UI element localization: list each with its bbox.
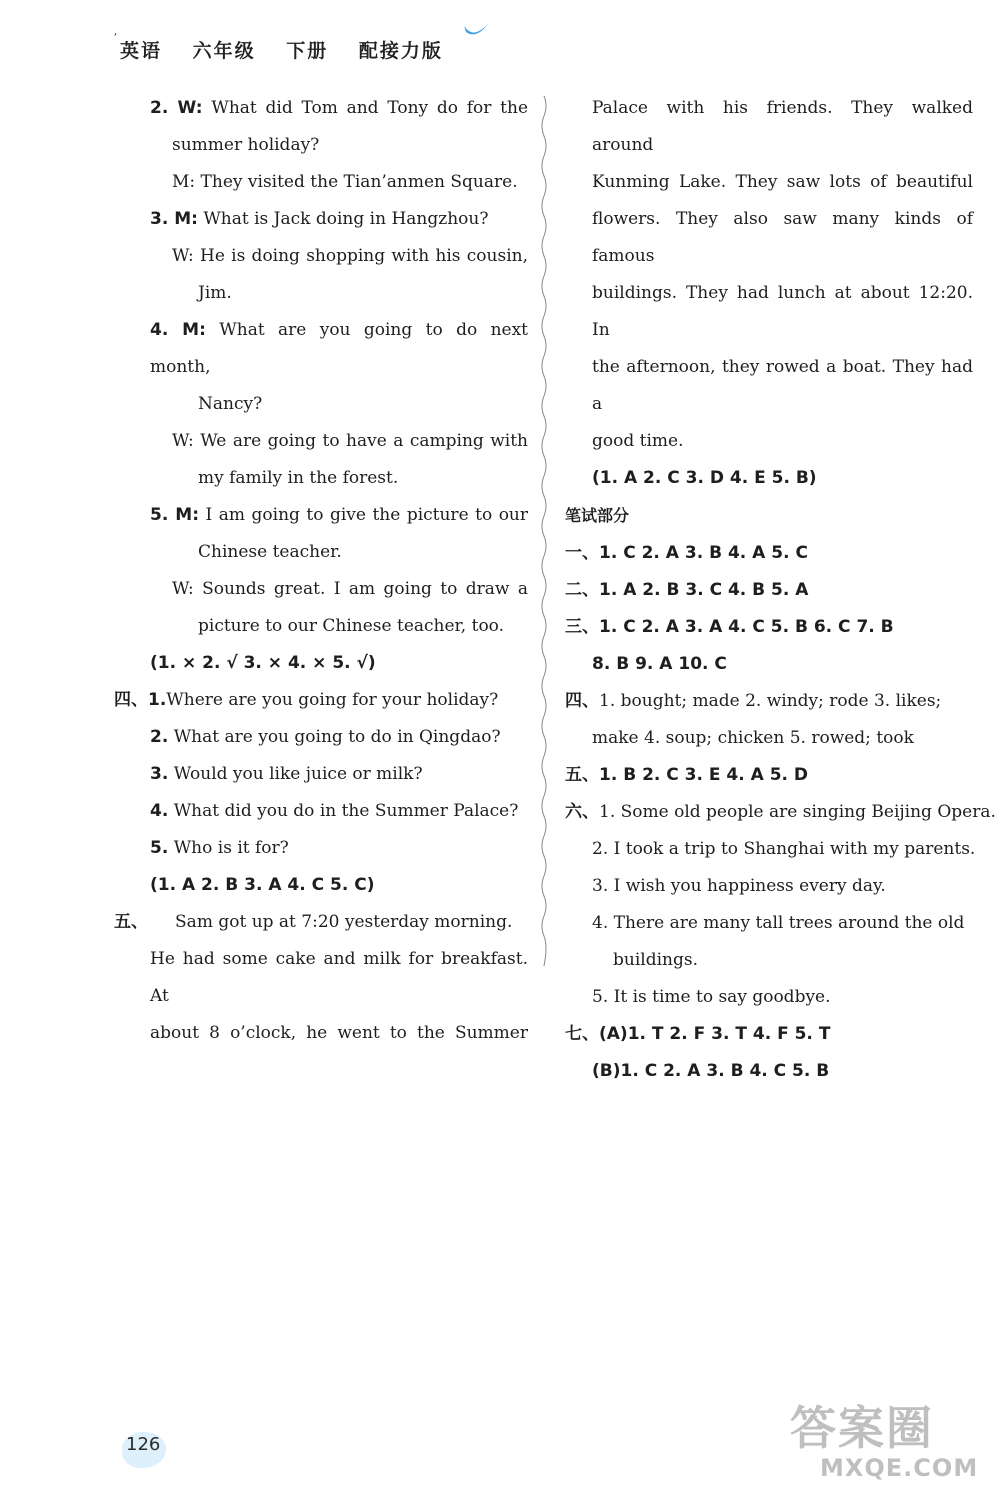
answer-line: W: We are going to have a camping with: [172, 431, 529, 451]
answer-line: 3. I wish you happiness every day.: [592, 876, 886, 896]
answer-line: Jim.: [198, 283, 232, 303]
answer-line: 2. W: What did Tom and Tony do for the: [150, 98, 529, 118]
answer-line: 4. What did you do in the Summer Palace?: [150, 801, 519, 821]
answer-line: Kunming Lake. They saw lots of beautiful: [592, 172, 973, 192]
answer-line: 5. It is time to say goodbye.: [592, 987, 831, 1007]
answer-line: the afternoon, they rowed a boat. They had a: [592, 357, 973, 414]
answer-line: 二、1. A 2. B 3. C 4. B 5. A: [565, 580, 809, 600]
answer-line: 8. B 9. A 10. C: [592, 654, 727, 674]
answer-line: 5. Who is it for?: [150, 838, 289, 858]
answer-line: M: They visited the Tian’anmen Square.: [172, 172, 518, 192]
answer-line: 3. M: What is Jack doing in Hangzhou?: [150, 209, 489, 229]
section-heading: 笔试部分: [565, 506, 630, 525]
answer-line: 四、1. bought; made 2. windy; rode 3. likes;: [565, 691, 942, 711]
answer-line: summer holiday?: [172, 135, 320, 155]
column-divider: [538, 96, 550, 966]
answer-line: (1. × 2. √ 3. × 4. × 5. √): [150, 653, 376, 673]
answer-line: 四、1.Where are you going for your holiday?: [114, 690, 499, 710]
answer-line: 一、1. C 2. A 3. B 4. A 5. C: [565, 543, 808, 563]
header-subject: 英语: [120, 40, 163, 62]
answer-line: make 4. soup; chicken 5. rowed; took: [592, 728, 914, 748]
right-column: [565, 90, 996, 1090]
answer-line: 三、1. C 2. A 3. A 4. C 5. B 6. C 7. B: [565, 617, 894, 637]
answer-line: 五、1. B 2. C 3. E 4. A 5. D: [565, 765, 809, 785]
header-grade: 六年级: [192, 40, 256, 62]
answer-line: Nancy?: [198, 394, 263, 414]
answer-line: W: Sounds great. I am going to draw a: [172, 579, 529, 599]
bird-icon: [462, 22, 490, 40]
answer-line: about 8 o’clock, he went to the Summer: [150, 1023, 528, 1043]
answer-line: my family in the forest.: [198, 468, 399, 488]
answer-line: flowers. They also saw many kinds of famous: [592, 209, 973, 266]
watermark-title: 答案圈: [790, 1401, 934, 1455]
answer-line: Palace with his friends. They walked around: [592, 98, 973, 155]
answer-line: He had some cake and milk for breakfast. At: [150, 949, 528, 1006]
answer-line: 3. Would you like juice or milk?: [150, 764, 423, 784]
answer-line: (1. A 2. C 3. D 4. E 5. B): [592, 468, 817, 488]
header-edition: 配接力版: [358, 40, 443, 62]
answer-line: (1. A 2. B 3. A 4. C 5. C): [150, 875, 375, 895]
page-header: [120, 36, 465, 63]
page-number: 126: [126, 1434, 161, 1455]
answer-line: W: He is doing shopping with his cousin,: [172, 246, 528, 266]
answer-line: 4. There are many tall trees around the old: [592, 913, 965, 933]
answer-line: 2. I took a trip to Shanghai with my parents.: [592, 839, 976, 859]
answer-line: 六、1. Some old people are singing Beijing Opera.: [565, 802, 996, 822]
watermark-url: MXQE.COM: [820, 1454, 979, 1482]
answer-line: 七、(A)1. T 2. F 3. T 4. F 5. T: [565, 1024, 831, 1044]
answer-line: 5. M: I am going to give the picture to our: [150, 505, 529, 525]
answer-line: picture to our Chinese teacher, too.: [198, 616, 505, 636]
tick-mark: ʼ: [113, 31, 117, 45]
header-volume: 下册: [286, 40, 329, 62]
answer-line: good time.: [592, 431, 684, 451]
left-column: [114, 90, 529, 1052]
answer-line: 五、 Sam got up at 7:20 yesterday morning.: [114, 912, 513, 932]
answer-line: Chinese teacher.: [198, 542, 342, 562]
answer-line: 4. M: What are you going to do next month,: [150, 320, 528, 377]
answer-line: buildings.: [613, 950, 698, 970]
answer-line: buildings. They had lunch at about 12:20. In: [592, 283, 973, 340]
answer-line: (B)1. C 2. A 3. B 4. C 5. B: [592, 1061, 830, 1081]
answer-line: 2. What are you going to do in Qingdao?: [150, 727, 501, 747]
watermark: [790, 1402, 978, 1482]
